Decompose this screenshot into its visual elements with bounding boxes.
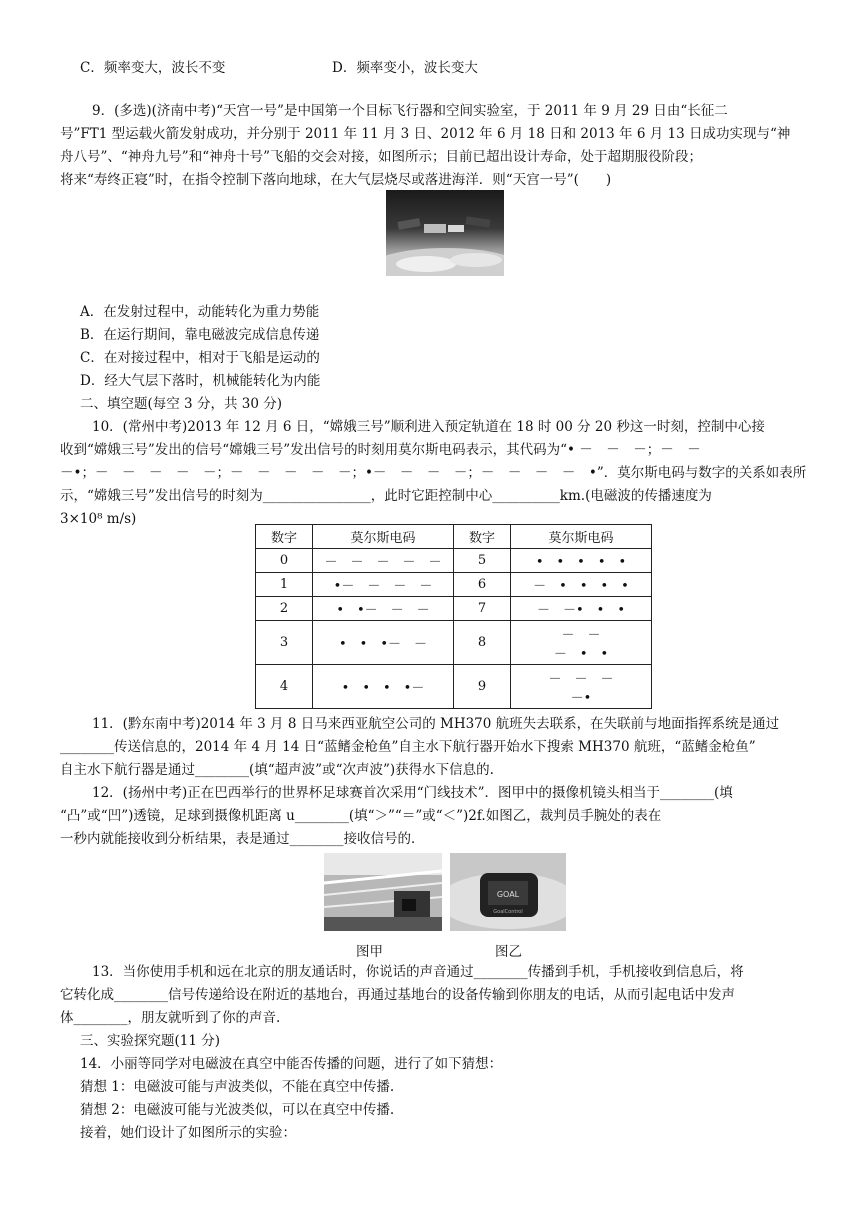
q10-line-4: 示，“嫦娥三号”发出信号的时刻为________________，此时它距控制中心__________km.(电磁波的传播速度为 <box>60 488 712 504</box>
q10-line-2: 收到“嫦娥三号”发出的信号“嫦娥三号”发出信号的时刻用莫尔斯电码表示，其代码为“• － － －；－ － <box>60 442 701 458</box>
q9-option-a: A．在发射过程中，动能转化为重力势能 <box>80 304 320 320</box>
q12-line-3: 一秒内就能接收到分析结果，表是通过________接收信号的． <box>60 831 425 847</box>
morse-code-table <box>255 524 652 709</box>
table-cell: 2 <box>256 597 313 621</box>
table-cell: • • •－ － <box>313 621 454 665</box>
q9-line-2: 号”FT1 型运载火箭发射成功，并分别于 2011 年 11 月 3 日、2012 年 6 月 18 日和 2013 年 6 月 13 日成功实现与“神 <box>60 126 791 142</box>
table-cell: • • • • • <box>511 549 652 573</box>
option-d-prev: D．频率变小，波长变大 <box>332 60 478 76</box>
code-line: － • • <box>553 646 609 662</box>
q12-line-1: 12．(扬州中考)正在巴西举行的世界杯足球赛首次采用“门线技术”．图甲中的摄像机镜头相当于________(填 <box>92 785 733 801</box>
option-c-prev: C．频率变大，波长不变 <box>80 60 226 76</box>
q12-line-2: “凸”或“凹”)透镜，足球到摄像机距离 u________(填“＞”“＝”或“＜”)2f.如图乙，裁判员手腕处的表在 <box>60 808 662 824</box>
table-cell: • • • •－ <box>313 665 454 709</box>
header-code-2: 莫尔斯电码 <box>511 525 652 549</box>
section-2-title: 二、填空题(每空 3 分，共 30 分) <box>80 396 282 412</box>
header-digit-1: 数字 <box>256 525 313 549</box>
tiangong-photo <box>386 190 504 276</box>
table-cell: 8 <box>454 621 511 665</box>
code-line: －• <box>570 690 592 706</box>
section-3-title: 三、实验探究题(11 分) <box>80 1033 221 1049</box>
table-cell <box>511 621 652 665</box>
q10-line-3: －•；－ － － － －；－ － － － －；•－ － － －；－ － － － •”．莫尔斯电码与数字的关系如表所 <box>60 465 807 481</box>
table-cell: 6 <box>454 573 511 597</box>
watch-brand-text: GoalControl <box>493 909 523 915</box>
q9-line-1: 9．(多选)(济南中考)“天宫一号”是中国第一个目标飞行器和空间实验室，于 2011 年 9 月 29 日由“长征二 <box>92 103 728 119</box>
watch-photo <box>450 853 566 931</box>
table-cell: 5 <box>454 549 511 573</box>
q14-line-3: 猜想 2：电磁波可能与光波类似，可以在真空中传播. <box>80 1102 395 1118</box>
q11-line-3: 自主水下航行器是通过________(填“超声波”或“次声波”)获得水下信息的. <box>60 762 494 778</box>
table-cell <box>511 665 652 709</box>
q9-option-b: B．在运行期间，靠电磁波完成信息传递 <box>80 327 320 343</box>
q13-line-2: 它转化成________信号传递给设在附近的基地台，再通过基地台的设备传输到你朋友的电话，从而引起电话中发声 <box>60 987 735 1003</box>
table-cell: •－ － － － <box>313 573 454 597</box>
table-cell: 9 <box>454 665 511 709</box>
q11-line-1: 11．(黔东南中考)2014 年 3 月 8 日马来西亚航空公司的 MH370 航班失去联系，在失联前与地面指挥系统是通过 <box>92 716 780 732</box>
header-code-1: 莫尔斯电码 <box>313 525 454 549</box>
code-line: － － <box>561 627 601 643</box>
table-cell: － －• • • <box>511 597 652 621</box>
q11-line-2: ________传送信息的，2014 年 4 月 14 日“蓝鳍金枪鱼”自主水下航行器开始水下搜索 MH370 航班，“蓝鳍金枪鱼” <box>60 739 756 755</box>
table-cell: 7 <box>454 597 511 621</box>
table-cell: • •－ － － <box>313 597 454 621</box>
q9-line-4: 将来“寿终正寝”时，在指令控制下落向地球，在大气层烧尽或落进海洋．则“天宫一号”( ) <box>60 172 612 188</box>
q9-option-c: C．在对接过程中，相对于飞船是运动的 <box>80 350 320 366</box>
q13-line-3: 体________，朋友就听到了你的声音. <box>60 1010 281 1026</box>
code-line: － － － <box>548 671 614 687</box>
table-cell: － － － － － <box>313 549 454 573</box>
watch-screen-text: GOAL <box>496 890 520 899</box>
caption-figure-b: 图乙 <box>495 944 522 960</box>
q14-line-4: 接着，她们设计了如图所示的实验： <box>80 1125 296 1141</box>
q10-line-5: 3×10⁸ m/s) <box>60 511 137 527</box>
table-cell: － • • • • <box>511 573 652 597</box>
table-cell: 3 <box>256 621 313 665</box>
table-cell: 0 <box>256 549 313 573</box>
q13-line-1: 13．当你使用手机和远在北京的朋友通话时，你说话的声音通过________传播到手机，手机接收到信息后，将 <box>92 964 744 980</box>
caption-figure-a: 图甲 <box>356 944 383 960</box>
q9-line-3: 舟八号”、“神舟九号”和“神舟十号”飞船的交会对接，如图所示；目前已超出设计寿命，处于超期服役阶段； <box>60 149 703 165</box>
q9-option-d: D．经大气层下落时，机械能转化为内能 <box>80 373 321 389</box>
camera-photo <box>324 853 442 931</box>
q10-line-1: 10．(常州中考)2013 年 12 月 6 日，“嫦娥三号”顺利进入预定轨道在 18 时 00 分 20 秒这一时刻，控制中心接 <box>92 419 765 435</box>
table-cell: 4 <box>256 665 313 709</box>
header-digit-2: 数字 <box>454 525 511 549</box>
table-cell: 1 <box>256 573 313 597</box>
q14-line-1: 14．小丽等同学对电磁波在真空中能否传播的问题，进行了如下猜想： <box>80 1056 503 1072</box>
q14-line-2: 猜想 1：电磁波可能与声波类似，不能在真空中传播. <box>80 1079 395 1095</box>
